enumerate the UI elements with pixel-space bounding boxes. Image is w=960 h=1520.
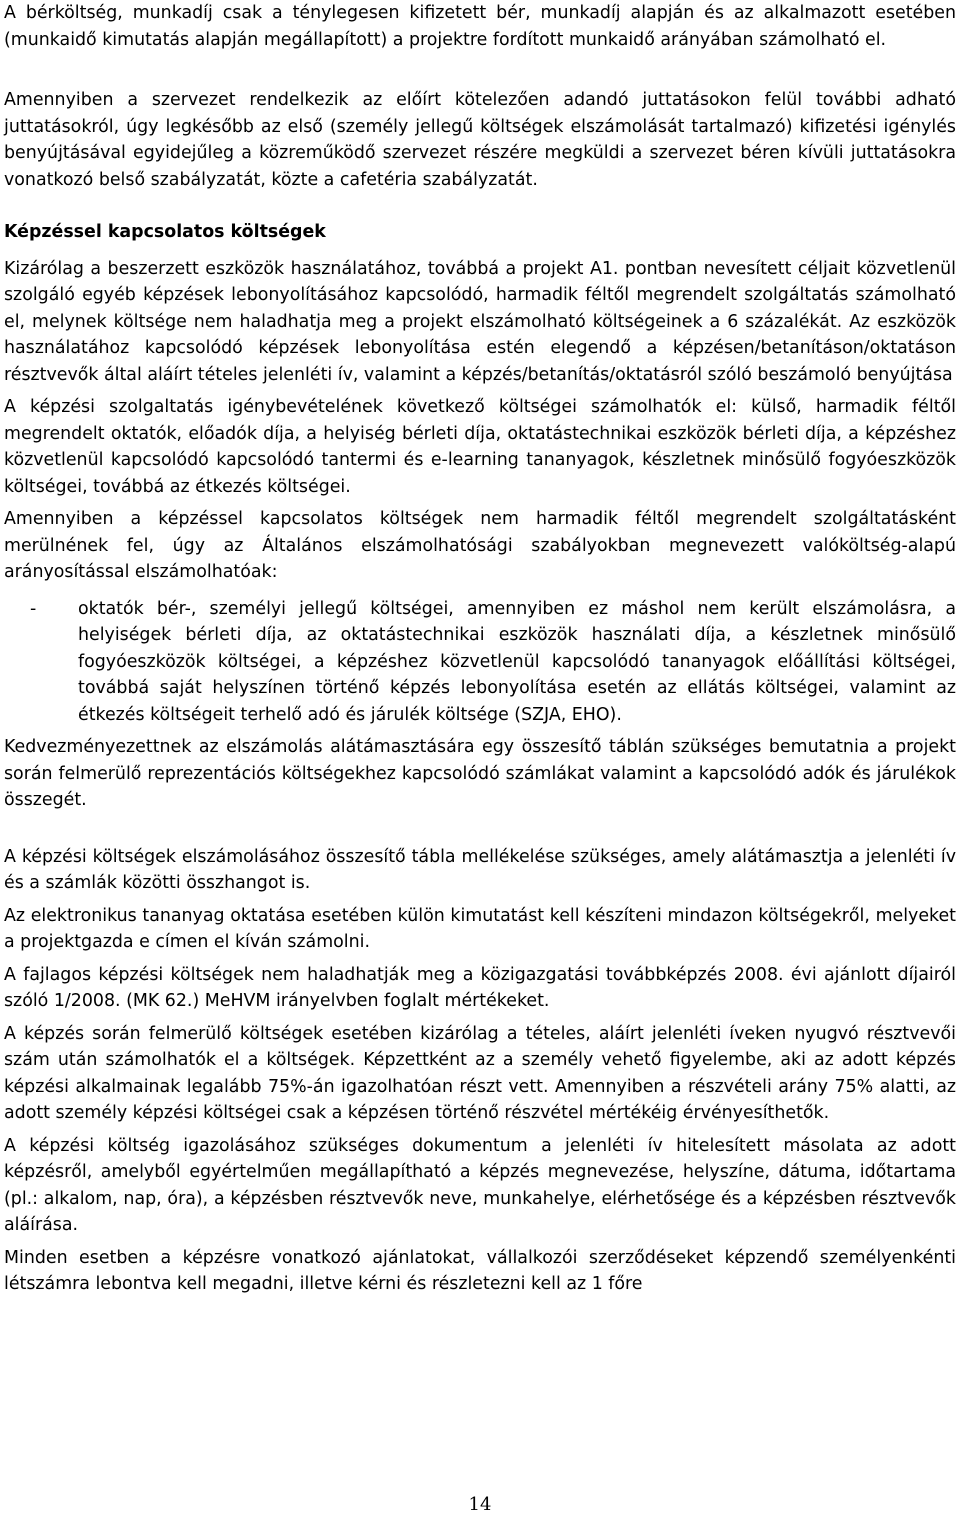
paragraph-unit-costs: A fajlagos képzési költségek nem haladhatják meg a közigazgatási továbbképzés 2008. évi ajánlott díjairól szóló 1/2008. (MK 62.) MeHVM irányelvben foglalt mértékeket. xyxy=(4,964,956,1011)
paragraph-benefits: Amennyiben a szervezet rendelkezik az előírt kötelezően adandó juttatásokon felül további adható juttatásokról, úgy legkésőbb az első (személy jellegű költségek elszámolását tartalmazó) kifizetési igénylés benyújtásával egyidejűleg a közreműködő szervezet részére megküldi a szervezet béren kívüli juttatásokra vonatkozó belső szabályzatát, közte a cafetéria szabályzatát. xyxy=(4,90,956,190)
paragraph-summary-table: Kedvezményezettnek az elszámolás alátámasztására egy összesítő táblán szükséges bemutatnia a projekt során felmerülő reprezentációs költségekhez kapcsolódó számlákat valamint a kapcsolódó adók és járulékok összegét. xyxy=(4,737,956,810)
paragraph-non-third-party: Amennyiben a képzéssel kapcsolatos költségek nem harmadik féltől megrendelt szolgáltatásként merülnének fel, úgy az Általános elszámolhatósági szabályokban megnevezett valóköltség-alapú arányosítással elszámolhatóak: xyxy=(4,509,956,582)
paragraph-offers: Minden esetben a képzésre vonatkozó ajánlatokat, vállalkozói szerződéseket képzendő személyenkénti létszámra lebontva kell megadni, illetve kérni és részletezni kell az 1 főre xyxy=(4,1247,956,1294)
paragraph-attendance: A képzés során felmerülő költségek esetében kizárólag a tételes, aláírt jelenléti íveken nyugvó résztvevői szám után számolhatók el a költségek. Képzettként az a személy vehető figyelembe, aki az adott képzés képzési alkalmainak legalább 75%-án igazolhatóan részt vett. Amennyiben a részvételi arány 75% alatti, az adott személy képzési költségei csak a képzésen történő részvétel mértékéig érvényesíthetők. xyxy=(4,1023,956,1123)
list-item-text: oktatók bér-, személyi jellegű költségei, amennyiben ez máshol nem került elszámolásra, a helyiségek bérleti díja, az oktatástechnikai eszközök használati díja, a készletnek minősülő fogyóeszközök költségei, a képzéshez közvetlenül kapcsolódó tananyagok előállítási költségei, továbbá saját helyszínen történő képzés lebonyolítása esetén az ellátás költségei, valamint az étkezés költségeit terhelő adó és járulék költsége (SZJA, EHO). xyxy=(78,598,956,725)
paragraph-wage-costs: A bérköltség, munkadíj csak a ténylegesen kifizetett bér, munkadíj alapján és az alkalmazott esetében (munkaidő kimutatás alapján megállapított) a projektre fordított munkaidő arányában számolható el. xyxy=(4,3,956,50)
list-item xyxy=(4,596,956,729)
paragraph-documentation: A képzési költség igazolásához szükséges dokumentum a jelenléti ív hitelesített másolata az adott képzésről, amelyből egyértelműen megállapítható a képzés megnevezése, helyszíne, dátuma, időtartama (pl.: alkalom, nap, óra), a képzésben résztvevők neve, munkahelye, elérhetősége és a képzésben résztvevők aláírása. xyxy=(4,1135,956,1235)
cost-list xyxy=(4,596,956,729)
document-page xyxy=(4,0,956,1298)
paragraph-summary-attachment: A képzési költségek elszámolásához összesítő tábla mellékelése szükséges, amely alátámasztja a jelenléti ív és a számlák közötti összhangot is. xyxy=(4,846,956,893)
paragraph-training-service-costs: A képzési szolgaltatás igénybevételének következő költségei számolhatók el: külső, harmadik féltől megrendelt oktatók, előadók díja, a helyiség bérleti díja, oktatástechnikai eszközök bérleti díja, a képzéshez közvetlenül kapcsolódó kapcsolódó tantermi és e-learning tananyagok, készletnek minősülő fogyóeszközök költségei, továbbá az étkezés költségei. xyxy=(4,397,956,497)
section-heading-training-costs: Képzéssel kapcsolatos költségek xyxy=(4,222,326,242)
list-dash: - xyxy=(30,598,37,619)
paragraph-eligible-training: Kizárólag a beszerzett eszközök használatához, továbbá a projekt A1. pontban nevesített céljait közvetlenül szolgáló egyéb képzések lebonyolításához kapcsolódó, harmadik féltől megrendelt szolgáltatás számolható el, melynek költsége nem haladhatja meg a projekt elszámolható költségeinek a 6 százalékát. Az eszközök használatához kapcsolódó képzések lebonyolítása estén elegendő a képzésen/betanításon/oktatáson résztvevők által aláírt tételes jelenléti ív, valamint a képzés/betanítás/oktatásról szóló beszámoló benyújtása xyxy=(4,258,956,385)
page-number: 14 xyxy=(468,1494,492,1515)
paragraph-elearning: Az elektronikus tananyag oktatása esetében külön kimutatást kell készíteni mindazon költségekről, melyeket a projektgazda e címen el kíván számolni. xyxy=(4,905,956,952)
